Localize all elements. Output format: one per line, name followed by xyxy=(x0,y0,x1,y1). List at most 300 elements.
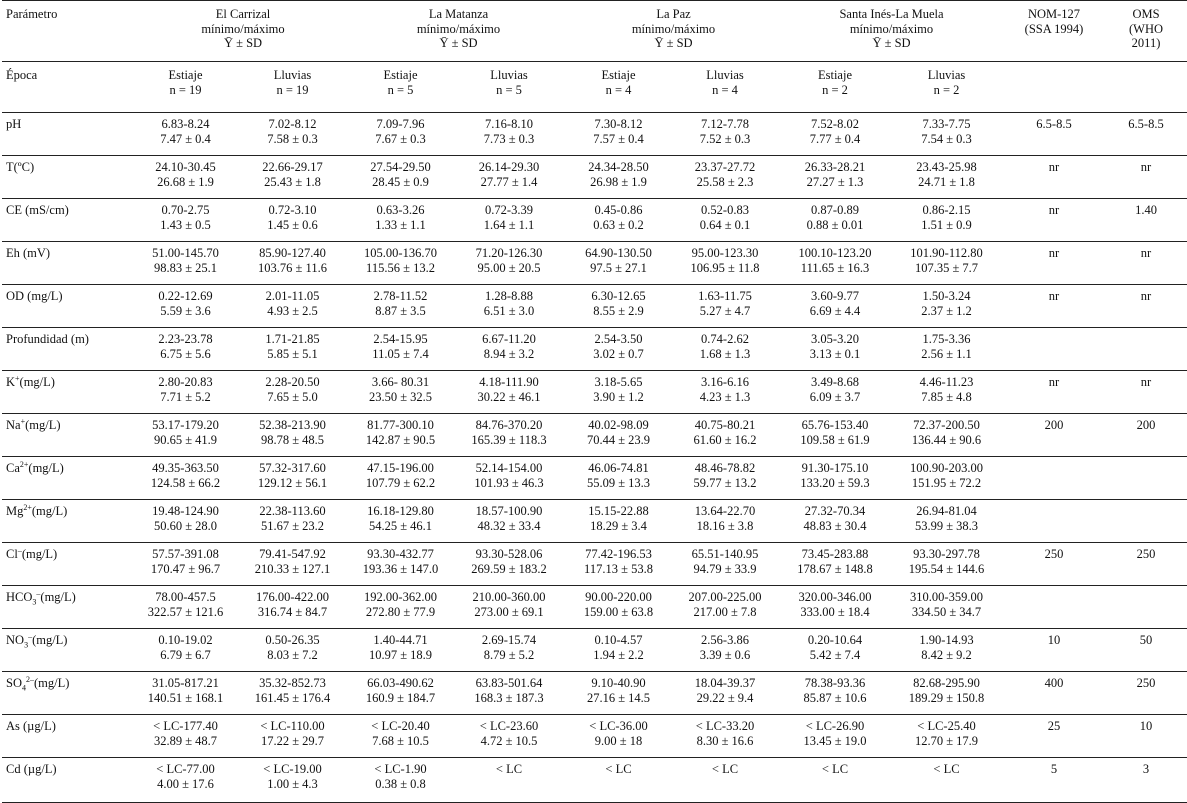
mean-sd-value: 272.80 ± 77.9 xyxy=(365,604,436,619)
oms-limit-value: nr xyxy=(1105,285,1187,328)
table-row xyxy=(2,586,1187,629)
value-cell xyxy=(136,500,235,543)
value-cell xyxy=(780,242,890,285)
value-cell xyxy=(670,156,780,199)
value-cell xyxy=(136,629,235,672)
parameter-name: HCO xyxy=(6,590,33,604)
mean-sd-value: 8.03 ± 7.2 xyxy=(267,647,318,662)
oms-limit-value: 250 xyxy=(1105,543,1187,586)
table-row xyxy=(2,672,1187,715)
range-value: 90.00-220.00 xyxy=(585,590,652,604)
mean-sd-value: 3.02 ± 0.7 xyxy=(593,346,644,361)
value-cell xyxy=(451,543,567,586)
value-cell xyxy=(780,500,890,543)
range-value: 4.46-11.23 xyxy=(919,375,974,389)
range-value: 84.76-370.20 xyxy=(475,418,543,432)
range-value: < LC xyxy=(711,762,739,776)
table-row xyxy=(2,242,1187,285)
oms-limit-value: 1.40 xyxy=(1105,199,1187,242)
range-value: 7.12-7.78 xyxy=(701,117,749,131)
mean-sd-value: 106.95 ± 11.8 xyxy=(690,260,760,275)
value-cell xyxy=(350,328,451,371)
range-value: 47.15-196.00 xyxy=(367,461,434,475)
value-cell xyxy=(451,457,567,500)
value-cell xyxy=(780,586,890,629)
mean-sd-value: 9.00 ± 18 xyxy=(594,733,643,748)
table-row xyxy=(2,629,1187,672)
mean-sd-value: 26.68 ± 1.9 xyxy=(157,174,214,189)
value-cell xyxy=(670,328,780,371)
site-header-el-carrizal: El Carrizal mínimo/máximo Ȳ ± SD xyxy=(136,1,350,62)
header-nom-127: NOM-127 (SSA 1994) xyxy=(1003,1,1105,62)
season-header-cell xyxy=(890,62,1003,113)
range-value: 23.43-25.98 xyxy=(916,160,977,174)
mean-sd-value: 4.72 ± 10.5 xyxy=(480,733,538,748)
parameter-cell xyxy=(2,199,136,242)
mean-sd-value: 129.12 ± 56.1 xyxy=(257,475,328,490)
mean-sd-value: 7.67 ± 0.3 xyxy=(375,131,426,146)
mean-sd-value: 103.76 ± 11.6 xyxy=(258,260,327,275)
mean-sd-value: 1.43 ± 0.5 xyxy=(160,217,211,232)
mean-sd-value: 6.79 ± 6.7 xyxy=(160,647,211,662)
table-row xyxy=(2,285,1187,328)
range-value: 0.45-0.86 xyxy=(594,203,643,217)
value-cell xyxy=(136,586,235,629)
table-row xyxy=(2,199,1187,242)
value-cell xyxy=(451,285,567,328)
value-cell xyxy=(235,586,350,629)
mean-sd-value: 136.44 ± 90.6 xyxy=(911,432,982,447)
parameter-cell xyxy=(2,586,136,629)
season-header-cell xyxy=(451,62,567,113)
range-value: 0.87-0.89 xyxy=(811,203,859,217)
value-cell xyxy=(670,629,780,672)
range-value: 65.51-140.95 xyxy=(691,547,759,561)
value-cell xyxy=(350,457,451,500)
parameter-cell xyxy=(2,113,136,156)
range-value: 6.83-8.24 xyxy=(161,117,210,131)
range-value: 0.20-10.64 xyxy=(807,633,863,647)
parameter-unit: (mg/L) xyxy=(21,547,58,561)
value-cell xyxy=(235,156,350,199)
mean-sd-value: 189.29 ± 150.8 xyxy=(908,690,985,705)
value-cell xyxy=(780,672,890,715)
range-value: 210.00-360.00 xyxy=(472,590,546,604)
value-cell xyxy=(235,414,350,457)
value-cell xyxy=(235,500,350,543)
parameter-cell xyxy=(2,758,136,803)
parameter-superscript: – xyxy=(28,631,33,641)
parameter-cell xyxy=(2,156,136,199)
parameter-cell xyxy=(2,371,136,414)
parameter-name: Profundidad (m) xyxy=(6,332,89,346)
oms-limit-value: nr xyxy=(1105,371,1187,414)
value-cell xyxy=(235,242,350,285)
value-cell xyxy=(780,715,890,758)
nom-limit-value: 25 xyxy=(1003,715,1105,758)
parameter-name: Na xyxy=(6,418,21,432)
season-sample-size: n = 4 xyxy=(605,82,632,97)
mean-sd-value: 98.83 ± 25.1 xyxy=(153,260,218,275)
table-row xyxy=(2,758,1187,803)
mean-sd-value: 12.70 ± 17.9 xyxy=(914,733,979,748)
range-value: 2.01-11.05 xyxy=(265,289,320,303)
mean-sd-value: 316.74 ± 84.7 xyxy=(257,604,328,619)
range-value: 77.42-196.53 xyxy=(585,547,652,561)
oms-limit-value xyxy=(1105,328,1187,371)
mean-sd-value: 117.13 ± 53.8 xyxy=(584,561,653,576)
season-header-cell xyxy=(567,62,670,113)
value-cell xyxy=(890,199,1003,242)
range-value: 105.00-136.70 xyxy=(364,246,437,260)
value-cell xyxy=(235,328,350,371)
range-value: 26.33-28.21 xyxy=(804,160,866,174)
range-value: < LC-33.20 xyxy=(695,719,755,733)
mean-sd-value: 1.64 ± 1.1 xyxy=(483,217,535,232)
mean-sd-value: 7.65 ± 5.0 xyxy=(267,389,318,404)
range-value: 93.30-432.77 xyxy=(367,547,434,561)
value-cell xyxy=(136,113,235,156)
range-value: 16.18-129.80 xyxy=(367,504,434,518)
parameter-name: NO xyxy=(6,633,25,647)
value-cell xyxy=(451,156,567,199)
season-header-cell xyxy=(670,62,780,113)
nom-limit-value: 10 xyxy=(1003,629,1105,672)
season-sample-size: n = 2 xyxy=(933,82,960,97)
value-cell xyxy=(350,586,451,629)
value-cell xyxy=(350,371,451,414)
range-value: 57.57-391.08 xyxy=(152,547,219,561)
range-value: 18.57-100.90 xyxy=(475,504,543,518)
range-value: < LC xyxy=(605,762,632,776)
mean-sd-value: 17.22 ± 29.7 xyxy=(260,733,325,748)
mean-sd-value: 94.79 ± 33.9 xyxy=(693,561,757,576)
parameter-unit: (mg/L) xyxy=(25,418,61,432)
range-value: < LC xyxy=(495,762,523,776)
range-value: 100.90-203.00 xyxy=(910,461,983,475)
mean-sd-value: 0.88 ± 0.01 xyxy=(806,217,864,232)
value-cell xyxy=(136,457,235,500)
value-cell xyxy=(780,543,890,586)
mean-sd-value: 7.54 ± 0.3 xyxy=(921,131,972,146)
mean-sd-value: 133.20 ± 59.3 xyxy=(800,475,870,490)
mean-sd-value: 30.22 ± 46.1 xyxy=(477,389,541,404)
value-cell xyxy=(136,543,235,586)
range-value: 40.02-98.09 xyxy=(588,418,649,432)
season-sample-size: n = 2 xyxy=(822,82,848,97)
value-cell xyxy=(567,715,670,758)
range-value: 9.10-40.90 xyxy=(591,676,646,690)
mean-sd-value: 168.3 ± 187.3 xyxy=(474,690,544,705)
range-value: 95.00-123.30 xyxy=(691,246,759,260)
season-header-cell xyxy=(780,62,890,113)
range-value: 22.38-113.60 xyxy=(259,504,326,518)
value-cell xyxy=(890,113,1003,156)
value-cell xyxy=(780,156,890,199)
oms-limit-value: 3 xyxy=(1105,758,1187,803)
range-value: < LC xyxy=(821,762,849,776)
range-value: 35.32-852.73 xyxy=(259,676,326,690)
range-value: 81.77-300.10 xyxy=(367,418,434,432)
mean-sd-value: 27.27 ± 1.3 xyxy=(806,174,864,189)
mean-sd-value: 142.87 ± 90.5 xyxy=(365,432,436,447)
value-cell xyxy=(350,285,451,328)
mean-sd-value: 48.83 ± 30.4 xyxy=(803,518,867,533)
value-cell xyxy=(670,371,780,414)
value-cell xyxy=(235,371,350,414)
range-value: < LC-177.40 xyxy=(153,719,218,733)
header-oms: OMS (WHO 2011) xyxy=(1105,1,1187,62)
range-value: < LC xyxy=(933,762,960,776)
value-cell xyxy=(136,414,235,457)
value-cell xyxy=(890,758,1003,803)
range-value: 2.28-20.50 xyxy=(265,375,320,389)
parameter-cell xyxy=(2,672,136,715)
nom-limit-value: nr xyxy=(1003,199,1105,242)
range-value: < LC-25.40 xyxy=(917,719,976,733)
value-cell xyxy=(235,457,350,500)
parameter-cell xyxy=(2,715,136,758)
mean-sd-value: 18.29 ± 3.4 xyxy=(590,518,647,533)
parameter-name: CE (mS/cm) xyxy=(6,203,69,217)
value-cell xyxy=(350,242,451,285)
header-epoca: Época xyxy=(2,62,136,113)
range-value: 40.75-80.21 xyxy=(694,418,756,432)
mean-sd-value: 165.39 ± 118.3 xyxy=(471,432,547,447)
mean-sd-value: 322.57 ± 121.6 xyxy=(147,604,224,619)
value-cell xyxy=(567,113,670,156)
value-cell xyxy=(670,586,780,629)
value-cell xyxy=(451,371,567,414)
value-cell xyxy=(670,457,780,500)
mean-sd-value: 5.27 ± 4.7 xyxy=(699,303,751,318)
nom-limit-value: nr xyxy=(1003,242,1105,285)
range-value: 82.68-295.90 xyxy=(913,676,980,690)
mean-sd-value: 55.09 ± 13.3 xyxy=(586,475,651,490)
value-cell xyxy=(780,285,890,328)
parameter-name: Cl xyxy=(6,547,18,561)
value-cell xyxy=(136,328,235,371)
parameter-cell xyxy=(2,414,136,457)
mean-sd-value: 107.79 ± 62.2 xyxy=(365,475,436,490)
range-value: 52.38-213.90 xyxy=(259,418,326,432)
range-value: 7.02-8.12 xyxy=(268,117,317,131)
mean-sd-value: 8.30 ± 16.6 xyxy=(696,733,754,748)
mean-sd-value: 7.71 ± 5.2 xyxy=(160,389,211,404)
value-cell xyxy=(670,113,780,156)
value-cell xyxy=(890,629,1003,672)
range-value: 24.10-30.45 xyxy=(155,160,216,174)
mean-sd-value: 7.52 ± 0.3 xyxy=(699,131,751,146)
value-cell xyxy=(350,414,451,457)
range-value: 13.64-22.70 xyxy=(694,504,756,518)
value-cell xyxy=(780,371,890,414)
mean-sd-value: 115.56 ± 13.2 xyxy=(366,260,435,275)
range-value: 1.50-3.24 xyxy=(922,289,971,303)
value-cell xyxy=(451,629,567,672)
oms-limit-value: 10 xyxy=(1105,715,1187,758)
value-cell xyxy=(451,113,567,156)
range-value: 1.63-11.75 xyxy=(698,289,752,303)
mean-sd-value: 107.35 ± 7.7 xyxy=(914,260,979,275)
value-cell xyxy=(567,629,670,672)
range-value: 0.74-2.62 xyxy=(701,332,749,346)
mean-sd-value: 7.68 ± 10.5 xyxy=(372,733,429,748)
range-value: 19.48-124.90 xyxy=(152,504,219,518)
value-cell xyxy=(890,285,1003,328)
mean-sd-value: 7.77 ± 0.4 xyxy=(809,131,861,146)
parameter-unit: (mg/L) xyxy=(32,633,68,647)
range-value: 2.69-15.74 xyxy=(481,633,537,647)
value-cell xyxy=(235,113,350,156)
mean-sd-value: 29.22 ± 9.4 xyxy=(696,690,754,705)
range-value: 26.94-81.04 xyxy=(916,504,977,518)
range-value: 320.00-346.00 xyxy=(798,590,872,604)
nom-limit-value: 400 xyxy=(1003,672,1105,715)
table-row xyxy=(2,156,1187,199)
nom-limit-value: 250 xyxy=(1003,543,1105,586)
mean-sd-value: 269.59 ± 183.2 xyxy=(471,561,547,576)
value-cell xyxy=(890,156,1003,199)
value-cell xyxy=(670,242,780,285)
range-value: 0.10-4.57 xyxy=(594,633,643,647)
range-value: 65.76-153.40 xyxy=(801,418,869,432)
season-name: Estiaje xyxy=(817,68,852,82)
value-cell xyxy=(350,543,451,586)
mean-sd-value: 193.36 ± 147.0 xyxy=(362,561,439,576)
table-row xyxy=(2,457,1187,500)
value-cell xyxy=(136,156,235,199)
value-cell xyxy=(235,672,350,715)
range-value: 1.71-21.85 xyxy=(265,332,320,346)
season-header-cell xyxy=(235,62,350,113)
range-value: 15.15-22.88 xyxy=(588,504,649,518)
table-row xyxy=(2,328,1187,371)
range-value: 100.10-123.20 xyxy=(798,246,872,260)
range-value: 93.30-528.06 xyxy=(475,547,543,561)
parameter-cell xyxy=(2,242,136,285)
parameter-unit: (mg/L) xyxy=(28,461,64,475)
mean-sd-value: 59.77 ± 13.2 xyxy=(693,475,757,490)
mean-sd-value: 3.13 ± 0.1 xyxy=(809,346,861,361)
parameter-name: As (µg/L) xyxy=(6,719,56,733)
parameter-cell xyxy=(2,629,136,672)
value-cell xyxy=(890,500,1003,543)
value-cell xyxy=(235,543,350,586)
range-value: 51.00-145.70 xyxy=(152,246,219,260)
range-value: 0.86-2.15 xyxy=(922,203,971,217)
mean-sd-value: 54.25 ± 46.1 xyxy=(368,518,433,533)
value-cell xyxy=(670,414,780,457)
parameter-name: Ca xyxy=(6,461,20,475)
range-value: 85.90-127.40 xyxy=(259,246,326,260)
value-cell xyxy=(350,199,451,242)
parameter-name: pH xyxy=(6,117,22,131)
mean-sd-value: 6.51 ± 3.0 xyxy=(483,303,535,318)
parameter-superscript: + xyxy=(20,416,26,426)
nom-limit-value: nr xyxy=(1003,371,1105,414)
value-cell xyxy=(670,199,780,242)
mean-sd-value: 1.68 ± 1.3 xyxy=(699,346,751,361)
value-cell xyxy=(451,758,567,803)
range-value: 3.60-9.77 xyxy=(811,289,859,303)
value-cell xyxy=(350,156,451,199)
parameter-unit: (mg/L) xyxy=(33,676,70,690)
range-value: 3.66- 80.31 xyxy=(371,375,430,389)
range-value: 7.16-8.10 xyxy=(485,117,533,131)
parameter-name: Eh (mV) xyxy=(6,246,51,260)
range-value: 31.05-817.21 xyxy=(152,676,219,690)
mean-sd-value: 18.16 ± 3.8 xyxy=(696,518,754,533)
parameter-superscript: – xyxy=(36,588,41,598)
value-cell xyxy=(567,758,670,803)
range-value: 0.10-19.02 xyxy=(158,633,213,647)
range-value: 71.20-126.30 xyxy=(475,246,543,260)
mean-sd-value: 160.9 ± 184.7 xyxy=(365,690,436,705)
table-row xyxy=(2,113,1187,156)
mean-sd-value: 8.87 ± 3.5 xyxy=(375,303,426,318)
mean-sd-value: 217.00 ± 7.8 xyxy=(693,604,757,619)
value-cell xyxy=(451,586,567,629)
value-cell xyxy=(567,156,670,199)
range-value: 91.30-175.10 xyxy=(801,461,869,475)
mean-sd-value: 25.58 ± 2.3 xyxy=(696,174,754,189)
nom-limit-value xyxy=(1003,328,1105,371)
water-quality-table xyxy=(2,0,1187,803)
mean-sd-value: 7.73 ± 0.3 xyxy=(483,131,535,146)
value-cell xyxy=(567,500,670,543)
season-name: Lluvias xyxy=(706,68,744,82)
season-header-empty-nom xyxy=(1003,62,1105,113)
range-value: < LC-23.60 xyxy=(479,719,539,733)
parameter-cell xyxy=(2,285,136,328)
value-cell xyxy=(890,328,1003,371)
oms-limit-value xyxy=(1105,500,1187,543)
value-cell xyxy=(350,715,451,758)
range-value: 57.32-317.60 xyxy=(259,461,326,475)
header-row-seasons xyxy=(2,62,1187,113)
parameter-cell xyxy=(2,457,136,500)
mean-sd-value: 6.75 ± 5.6 xyxy=(160,346,211,361)
mean-sd-value: 4.93 ± 2.5 xyxy=(267,303,318,318)
mean-sd-value: 5.85 ± 5.1 xyxy=(267,346,318,361)
mean-sd-value: 1.33 ± 1.1 xyxy=(375,217,426,232)
value-cell xyxy=(780,457,890,500)
value-cell xyxy=(670,715,780,758)
mean-sd-value: 25.43 ± 1.8 xyxy=(264,174,321,189)
mean-sd-value: 273.00 ± 69.1 xyxy=(474,604,544,619)
value-cell xyxy=(451,715,567,758)
parameter-superscript: 2+ xyxy=(23,502,32,512)
range-value: 93.30-297.78 xyxy=(913,547,980,561)
range-value: 63.83-501.64 xyxy=(475,676,543,690)
mean-sd-value: 27.77 ± 1.4 xyxy=(480,174,538,189)
parameter-superscript: 2– xyxy=(25,674,34,684)
value-cell xyxy=(136,371,235,414)
value-cell xyxy=(235,715,350,758)
range-value: 2.54-15.95 xyxy=(373,332,428,346)
season-sample-size: n = 19 xyxy=(276,82,309,97)
parameter-name: OD (mg/L) xyxy=(6,289,63,303)
season-name: Estiaje xyxy=(601,68,636,82)
season-sample-size: n = 4 xyxy=(712,82,738,97)
value-cell xyxy=(567,199,670,242)
mean-sd-value: 95.00 ± 20.5 xyxy=(477,260,541,275)
mean-sd-value: 5.59 ± 3.6 xyxy=(160,303,211,318)
mean-sd-value: 101.93 ± 46.3 xyxy=(474,475,544,490)
mean-sd-value: 0.64 ± 0.1 xyxy=(699,217,751,232)
mean-sd-value: 2.37 ± 1.2 xyxy=(921,303,972,318)
